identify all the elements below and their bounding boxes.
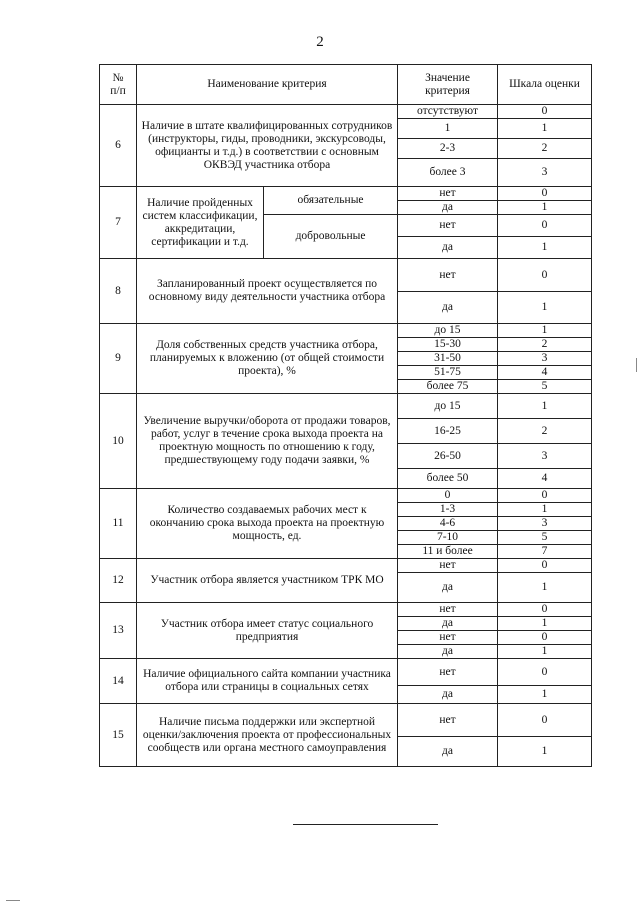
header-value: Значение критерия (398, 65, 498, 105)
criterion-number: 14 (100, 659, 137, 704)
criterion-value: 7-10 (398, 531, 498, 545)
closing-rule (293, 824, 438, 825)
criterion-score: 1 (498, 503, 592, 517)
criterion-score: 4 (498, 366, 592, 380)
criterion-name: Наличие в штате квалифицированных сотрудников (инструкторы, гиды, проводники, экскурсоводы, официанты и т.д.) в соответствии с основным ОКВЭД участника отбора (137, 105, 398, 187)
page-number: 2 (316, 34, 324, 50)
criterion-value: отсутствуют (398, 105, 498, 119)
criterion-score: 1 (498, 119, 592, 139)
criterion-name: Доля собственных средств участника отбора, планируемых к вложению (от общей стоимости проекта), % (137, 324, 398, 394)
criterion-score: 7 (498, 545, 592, 559)
header-scale: Шкала оценки (498, 65, 592, 105)
criterion-number: 8 (100, 259, 137, 324)
criterion-value: да (398, 737, 498, 767)
criterion-number: 15 (100, 704, 137, 767)
criterion-value: да (398, 237, 498, 259)
criterion-value: до 15 (398, 394, 498, 419)
criterion-value: да (398, 573, 498, 603)
criterion-score: 2 (498, 419, 592, 444)
criterion-score: 1 (498, 292, 592, 324)
criterion-number: 9 (100, 324, 137, 394)
criterion-score: 1 (498, 237, 592, 259)
criterion-score: 3 (498, 444, 592, 469)
criterion-score: 1 (498, 324, 592, 338)
criterion-score: 0 (498, 489, 592, 503)
criterion-number: 12 (100, 559, 137, 603)
table-row (100, 704, 592, 737)
criterion-score: 1 (498, 573, 592, 603)
table-row (100, 559, 592, 573)
criterion-number: 11 (100, 489, 137, 559)
criterion-value: нет (398, 603, 498, 617)
criterion-score: 0 (498, 603, 592, 617)
table-row (100, 394, 592, 419)
criterion-value: нет (398, 704, 498, 737)
table-row (100, 105, 592, 119)
criterion-value: да (398, 645, 498, 659)
criterion-value: до 15 (398, 324, 498, 338)
criterion-value: да (398, 201, 498, 215)
criterion-score: 3 (498, 159, 592, 187)
criterion-value: нет (398, 259, 498, 292)
table-row (100, 324, 592, 338)
criterion-name: Наличие пройденных систем классификации, аккредитации, сертификации и т.д. (137, 187, 264, 259)
criterion-number: 6 (100, 105, 137, 187)
table-row (100, 489, 592, 503)
table-header-row (100, 65, 592, 105)
criterion-name: Участник отбора является участником ТРК МО (137, 559, 398, 603)
criterion-name: Запланированный проект осуществляется по основному виду деятельности участника отбора (137, 259, 398, 324)
criterion-value: 1-3 (398, 503, 498, 517)
criterion-score: 4 (498, 469, 592, 489)
criterion-score: 0 (498, 659, 592, 686)
criterion-score: 0 (498, 559, 592, 573)
criterion-score: 0 (498, 704, 592, 737)
criterion-score: 0 (498, 105, 592, 119)
criterion-score: 2 (498, 139, 592, 159)
criterion-score: 3 (498, 517, 592, 531)
criterion-name: Увеличение выручки/оборота от продажи товаров, работ, услуг в течение срока выхода проекта на проектную мощность по отношению к году, предшествующему году подачи заявки, % (137, 394, 398, 489)
criterion-value: нет (398, 659, 498, 686)
criterion-value: 2-3 (398, 139, 498, 159)
criterion-score: 1 (498, 394, 592, 419)
table-row (100, 259, 592, 292)
criterion-value: 51-75 (398, 366, 498, 380)
criterion-value: нет (398, 215, 498, 237)
criterion-value: нет (398, 559, 498, 573)
criterion-score: 1 (498, 617, 592, 631)
criterion-name: Количество создаваемых рабочих мест к окончанию срока выхода проекта на проектную мощность, ед. (137, 489, 398, 559)
criteria-table (99, 64, 592, 767)
header-num: № п/п (100, 65, 137, 105)
criterion-value: да (398, 617, 498, 631)
criterion-score: 5 (498, 531, 592, 545)
criterion-score: 5 (498, 380, 592, 394)
criterion-value: более 75 (398, 380, 498, 394)
criterion-value: 4-6 (398, 517, 498, 531)
criterion-value: 16-25 (398, 419, 498, 444)
scan-mark-right (636, 358, 637, 372)
criterion-value: 1 (398, 119, 498, 139)
criterion-score: 2 (498, 338, 592, 352)
criterion-score: 1 (498, 645, 592, 659)
criterion-value: 31-50 (398, 352, 498, 366)
criterion-value: более 3 (398, 159, 498, 187)
criterion-name: Участник отбора имеет статус социального предприятия (137, 603, 398, 659)
criterion-score: 1 (498, 201, 592, 215)
criterion-number: 10 (100, 394, 137, 489)
table-row (100, 187, 592, 201)
scan-mark-bottom-left (6, 900, 20, 901)
criterion-number: 7 (100, 187, 137, 259)
criterion-value: 0 (398, 489, 498, 503)
criterion-score: 3 (498, 352, 592, 366)
criterion-value: 15-30 (398, 338, 498, 352)
criterion-value: нет (398, 631, 498, 645)
criterion-score: 1 (498, 737, 592, 767)
criterion-name: Наличие письма поддержки или экспертной оценки/заключения проекта от профессиональных сообществ или органа местного самоуправления (137, 704, 398, 767)
criterion-subcategory: добровольные (264, 215, 398, 259)
criterion-value: более 50 (398, 469, 498, 489)
criterion-value: 11 и более (398, 545, 498, 559)
criterion-score: 0 (498, 259, 592, 292)
criterion-score: 0 (498, 187, 592, 201)
table-row (100, 659, 592, 686)
criterion-value: да (398, 686, 498, 704)
criterion-score: 0 (498, 631, 592, 645)
table-row (100, 603, 592, 617)
criterion-score: 0 (498, 215, 592, 237)
criterion-score: 1 (498, 686, 592, 704)
header-name: Наименование критерия (137, 65, 398, 105)
criterion-name: Наличие официального сайта компании участника отбора или страницы в социальных сетях (137, 659, 398, 704)
criterion-value: 26-50 (398, 444, 498, 469)
criterion-subcategory: обязательные (264, 187, 398, 215)
criterion-value: да (398, 292, 498, 324)
criterion-number: 13 (100, 603, 137, 659)
criterion-value: нет (398, 187, 498, 201)
